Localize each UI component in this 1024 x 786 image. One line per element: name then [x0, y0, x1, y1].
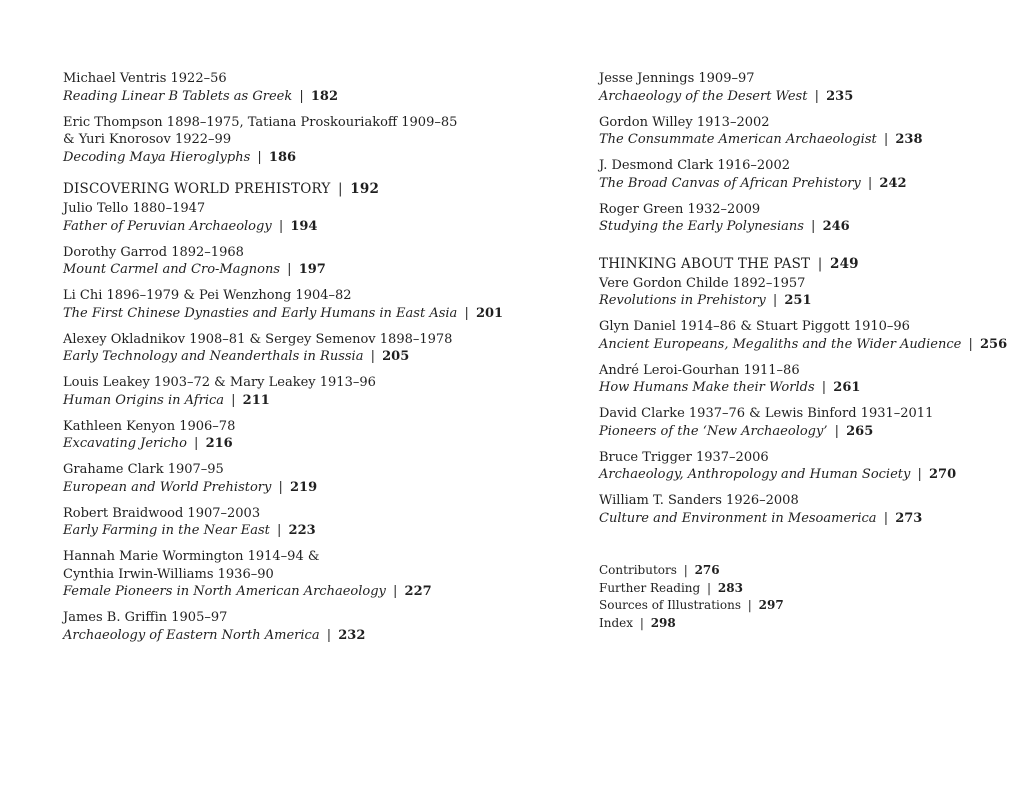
toc-entry: [63, 114, 458, 167]
separator: |: [679, 563, 692, 577]
toc-right-column: [599, 70, 1009, 632]
entry-name: William T. Sanders 1926–2008: [599, 493, 799, 508]
separator: |: [460, 305, 473, 321]
entry-title-line: [63, 261, 453, 279]
separator: |: [366, 349, 380, 364]
entry-subtitle: Ancient Europeans, Megaliths and the Wider Audience: [599, 336, 962, 352]
toc-entry: [599, 405, 1009, 440]
entry-subtitle: European and World Prehistory: [63, 479, 272, 495]
entry-subtitle: Studying the Early Polynesians: [599, 219, 804, 234]
entry-subtitle: Revolutions in Prehistory: [599, 293, 766, 308]
entry-name: Li Chi 1896–1979 & Pei Wenzhong 1904–82: [63, 288, 352, 303]
entry-subtitle: Father of Peruvian Archaeology: [63, 218, 272, 234]
entry-name: André Leroi-Gourhan 1911–86: [599, 362, 800, 378]
entry-title-line: [599, 88, 1009, 106]
entry-subtitle: The First Chinese Dynasties and Early Humans in East Asia: [63, 305, 458, 321]
entry-title-line: [599, 379, 1009, 397]
separator: |: [253, 149, 266, 165]
separator: |: [322, 627, 336, 643]
toc-entry: [599, 362, 1009, 397]
separator: |: [272, 523, 286, 538]
backmatter-page: 297: [758, 598, 784, 612]
toc-entry: [63, 505, 453, 540]
entry-title-line: [63, 583, 453, 601]
separator: |: [295, 88, 308, 104]
entry-title-line: [63, 479, 453, 497]
entry-title-line: [63, 348, 453, 366]
toc-entry: [63, 244, 453, 279]
entry-name: Bruce Trigger 1937–2006: [599, 449, 769, 465]
entry-subtitle: Culture and Environment in Mesoamerica: [599, 510, 877, 526]
toc-entry: [63, 548, 453, 601]
toc-entry: [599, 318, 1009, 353]
entry-name: Grahame Clark 1907–95: [63, 462, 224, 477]
entry-title-line: [599, 336, 1009, 354]
separator: |: [964, 336, 977, 352]
entry-subtitle: Human Origins in Africa: [63, 392, 225, 408]
entry-title-line: [63, 149, 453, 167]
entry-name: Kathleen Kenyon 1906–78: [63, 418, 236, 434]
entry-title-line: [63, 435, 453, 453]
entry-page: 197: [298, 262, 326, 277]
entry-name: Julio Tello 1880–1947: [63, 201, 206, 216]
toc-left-column: [63, 70, 504, 653]
entry-name: Glyn Daniel 1914–86 & Stuart Piggott 1910–96: [599, 319, 910, 334]
entry-title-line: [599, 131, 1009, 149]
entry-title-line: [63, 627, 453, 645]
separator: |: [810, 88, 824, 104]
backmatter-label: Contributors: [599, 563, 677, 577]
backmatter-item: [599, 615, 1009, 633]
entry-title-line: [599, 218, 1009, 236]
toc-entry: [599, 492, 1009, 527]
separator: |: [830, 423, 844, 439]
separator: |: [703, 580, 715, 595]
toc-entry: [63, 331, 453, 366]
entry-name-continued: Cynthia Irwin-Williams 1936–90: [63, 566, 274, 582]
entry-page: 201: [475, 305, 504, 321]
backmatter-item: [599, 597, 1009, 615]
separator: |: [879, 132, 893, 147]
entry-subtitle: Female Pioneers in North American Archaeology: [63, 584, 386, 599]
separator: |: [817, 380, 831, 395]
entry-name: J. Desmond Clark 1916–2002: [599, 158, 790, 173]
entry-page: 235: [826, 88, 854, 104]
toc-entry: [63, 609, 453, 644]
entry-subtitle: The Consummate American Archaeologist: [599, 132, 877, 147]
entry-name: Hannah Marie Wormington 1914–94 &: [63, 549, 320, 564]
entry-subtitle: Mount Carmel and Cro-Magnons: [63, 262, 281, 277]
toc-entry: [599, 449, 1009, 484]
entry-page: 242: [879, 175, 907, 191]
entry-page: 182: [310, 88, 339, 104]
toc-entry: [63, 200, 453, 235]
backmatter-label: Further Reading: [599, 580, 701, 595]
entry-name: Roger Green 1932–2009: [599, 201, 761, 217]
entry-page: 216: [205, 436, 233, 451]
separator: |: [274, 218, 288, 234]
backmatter-item: [599, 580, 1009, 598]
separator: |: [283, 262, 296, 277]
separator: |: [879, 510, 893, 526]
backmatter-label: Sources of Illustrations: [599, 598, 741, 612]
entry-name: Gordon Willey 1913–2002: [599, 114, 770, 130]
entry-page: 256: [979, 336, 1008, 352]
entry-page: 205: [382, 349, 410, 364]
entry-subtitle: Archaeology, Anthropology and Human Society: [599, 467, 911, 482]
toc-entry: [599, 114, 1009, 149]
entry-page: 211: [242, 392, 270, 408]
entry-name-continued: & Yuri Knorosov 1922–99: [63, 132, 232, 147]
entry-page: 194: [290, 218, 318, 234]
section-page: 192: [350, 181, 380, 197]
toc-entry: [599, 275, 1009, 310]
section-heading-text: DISCOVERING WORLD PREHISTORY: [63, 181, 331, 197]
section-page: 249: [830, 255, 859, 272]
toc-entry: [63, 418, 453, 453]
entry-name: Louis Leakey 1903–72 & Mary Leakey 1913–96: [63, 375, 376, 390]
entry-page: 246: [822, 219, 850, 234]
entry-title-line: [599, 466, 1009, 484]
toc-entry: [63, 70, 453, 105]
entry-subtitle: How Humans Make their Worlds: [599, 380, 815, 395]
separator: |: [913, 467, 927, 482]
entry-page: 238: [895, 132, 923, 147]
toc-entry: [599, 157, 1009, 192]
section-heading: [599, 255, 1009, 273]
entry-page: 219: [290, 479, 318, 495]
backmatter-page: 276: [694, 563, 720, 577]
separator: |: [227, 392, 240, 408]
toc-entry: [599, 70, 1009, 105]
entry-title-line: [63, 218, 453, 236]
separator: |: [274, 479, 288, 495]
separator: |: [768, 293, 782, 308]
entry-subtitle: Early Farming in the Near East: [63, 523, 270, 538]
entry-title-line: [599, 510, 1009, 528]
entry-title-line: [599, 423, 1009, 441]
backmatter-item: [599, 562, 1009, 580]
toc-entry: [63, 461, 453, 496]
entry-title-line: [63, 305, 504, 323]
entry-name: Alexey Okladnikov 1908–81 & Sergey Semenov 1898–1978: [63, 331, 453, 347]
backmatter-page: 298: [650, 615, 676, 630]
entry-title-line: [599, 175, 1009, 193]
section-heading-text: THINKING ABOUT THE PAST: [599, 255, 811, 272]
separator: |: [189, 436, 203, 451]
backmatter-page: 283: [717, 580, 743, 595]
entry-page: 261: [833, 380, 861, 395]
entry-name: Robert Braidwood 1907–2003: [63, 505, 261, 521]
entry-title-line: [63, 392, 453, 410]
entry-name: James B. Griffin 1905–97: [63, 610, 228, 625]
separator: |: [813, 255, 827, 272]
separator: |: [333, 181, 348, 197]
entry-page: 251: [784, 293, 812, 308]
separator: |: [636, 615, 648, 630]
entry-name: Dorothy Garrod 1892–1968: [63, 244, 244, 260]
toc-entry: [599, 201, 1009, 236]
entry-name: Michael Ventris 1922–56: [63, 71, 227, 86]
entry-subtitle: Decoding Maya Hieroglyphs: [63, 149, 251, 165]
entry-page: 186: [268, 149, 297, 165]
entry-title-line: [599, 292, 1009, 310]
separator: |: [863, 175, 877, 191]
separator: |: [388, 584, 402, 599]
entry-name: Eric Thompson 1898–1975, Tatiana Proskouriakoff 1909–85: [63, 114, 458, 130]
backmatter-label: Index: [599, 615, 634, 630]
entry-title-line: [63, 88, 453, 106]
toc-entry: [63, 374, 453, 409]
entry-subtitle: The Broad Canvas of African Prehistory: [599, 175, 861, 191]
entry-name: David Clarke 1937–76 & Lewis Binford 1931–2011: [599, 406, 934, 421]
separator: |: [743, 598, 756, 612]
entry-subtitle: Archaeology of the Desert West: [599, 88, 808, 104]
entry-name: Jesse Jennings 1909–97: [599, 71, 755, 86]
separator: |: [806, 219, 820, 234]
entry-subtitle: Early Technology and Neanderthals in Russia: [63, 349, 364, 364]
entry-page: 227: [404, 584, 432, 599]
entry-title-line: [63, 522, 453, 540]
entry-subtitle: Archaeology of Eastern North America: [63, 627, 320, 643]
section-heading: [63, 180, 453, 198]
entry-page: 232: [338, 627, 366, 643]
entry-page: 273: [895, 510, 923, 526]
backmatter-list: [599, 562, 1009, 632]
entry-page: 270: [929, 467, 957, 482]
entry-page: 223: [288, 523, 316, 538]
entry-page: 265: [846, 423, 874, 439]
entry-subtitle: Excavating Jericho: [63, 436, 187, 451]
entry-subtitle: Reading Linear B Tablets as Greek: [63, 88, 293, 104]
entry-subtitle: Pioneers of the ‘New Archaeology’: [599, 423, 828, 439]
toc-entry: [63, 287, 504, 322]
entry-name: Vere Gordon Childe 1892–1957: [599, 275, 806, 291]
